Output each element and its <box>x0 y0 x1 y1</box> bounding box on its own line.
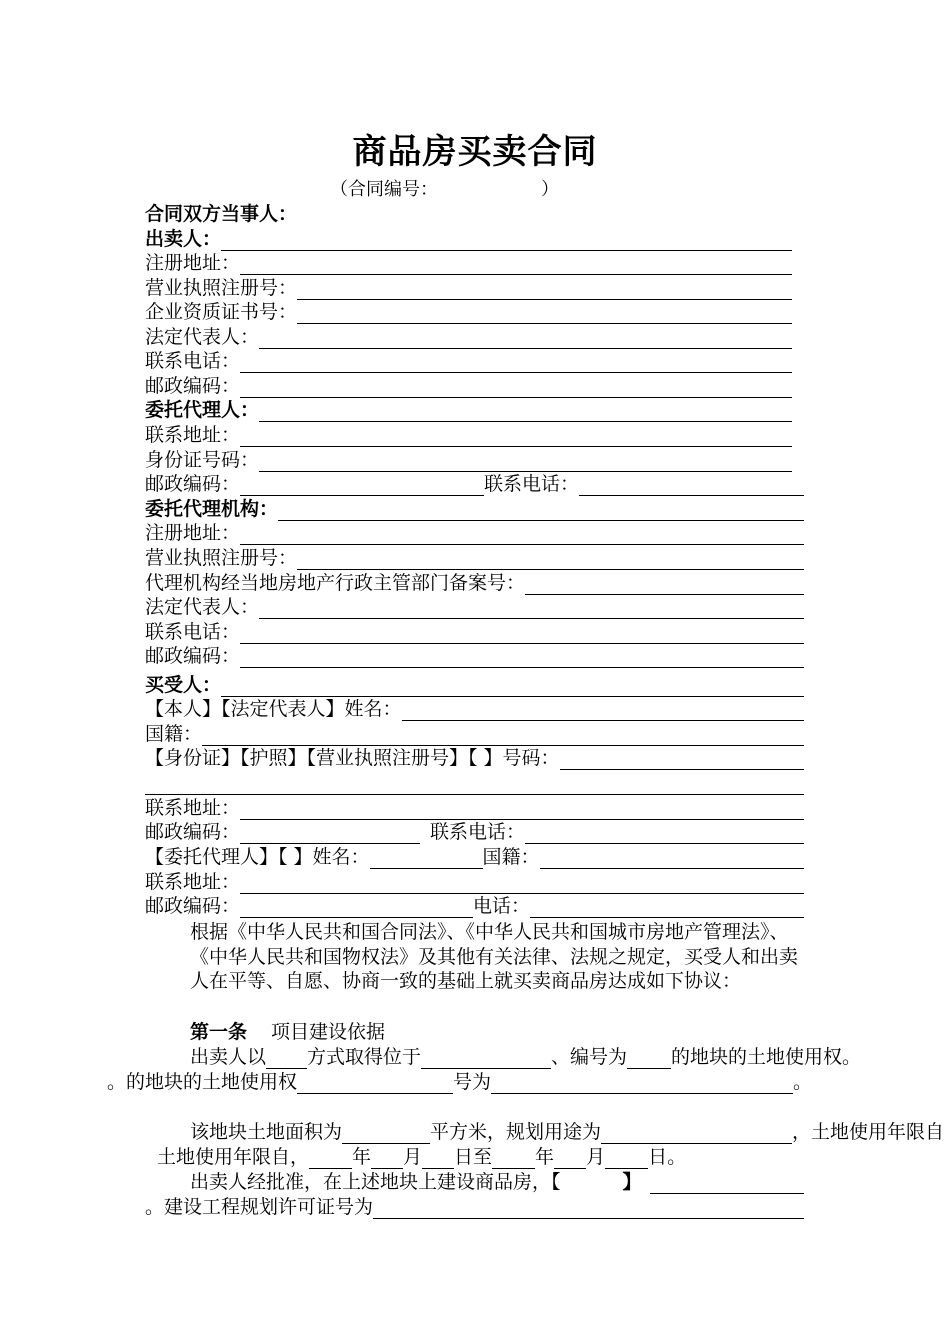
article-1-text: 】 <box>622 1171 642 1193</box>
agent-postcode-blank[interactable] <box>240 475 484 496</box>
seller-row <box>145 227 792 251</box>
buyer-id-continuation-row <box>145 771 804 795</box>
agent-label: 委托代理人： <box>145 399 260 421</box>
article-1-heading-row <box>145 1020 849 1044</box>
buyer-id-row <box>145 746 804 770</box>
buyer-agent-postcode-row <box>145 894 804 918</box>
seller-qualification-blank[interactable] <box>297 303 792 324</box>
agent-address-row <box>145 423 792 447</box>
article-1-text: 出卖人经批准，在上述地块上建设商品房，【 <box>190 1171 561 1193</box>
construction-permit-blank[interactable] <box>650 1173 804 1194</box>
planned-use-blank[interactable] <box>601 1123 792 1144</box>
seller-qualification-row <box>145 300 792 324</box>
seller-legal-rep-label: 法定代表人： <box>145 326 260 348</box>
land-location-blank[interactable] <box>421 1048 551 1069</box>
parties-heading: 合同双方当事人： <box>145 203 298 225</box>
contract-number: （合同编号： ） <box>330 179 559 200</box>
buyer-id-blank[interactable] <box>560 749 804 770</box>
agent-id-row <box>145 448 792 472</box>
buyer-agent-phone-blank[interactable] <box>530 897 804 918</box>
agency-address-row <box>145 521 804 545</box>
agent-id-blank[interactable] <box>259 451 792 472</box>
agency-postcode-label: 邮政编码： <box>145 645 241 667</box>
start-month-blank[interactable] <box>371 1148 403 1169</box>
end-day-blank[interactable] <box>605 1148 648 1169</box>
agency-row <box>145 497 804 521</box>
seller-address-label: 注册地址： <box>145 252 241 274</box>
seller-phone-row <box>145 349 792 373</box>
buyer-name-blank[interactable] <box>221 676 804 697</box>
article-1-text: 月 <box>586 1146 606 1168</box>
buyer-phone-blank[interactable] <box>525 823 804 844</box>
end-month-blank[interactable] <box>554 1148 586 1169</box>
article-1-p2-line1 <box>145 1120 945 1144</box>
agency-name-blank[interactable] <box>278 500 804 521</box>
agency-filing-blank[interactable] <box>525 574 804 595</box>
article-1-text: 。 <box>793 1071 813 1093</box>
agency-legal-rep-label: 法定代表人： <box>145 596 260 618</box>
buyer-nationality-blank[interactable] <box>202 725 804 746</box>
agency-phone-blank[interactable] <box>240 623 804 644</box>
buyer-agent-nationality-label: 国籍： <box>482 846 540 868</box>
article-1-text: 该地块土地面积为 <box>190 1121 343 1143</box>
article-1-title: 项目建设依据 <box>271 1021 386 1043</box>
seller-phone-blank[interactable] <box>240 352 792 373</box>
seller-phone-label: 联系电话： <box>145 350 241 372</box>
article-1-p2-line2 <box>145 1145 804 1169</box>
seller-qualification-label: 企业资质证书号： <box>145 301 298 323</box>
buyer-agent-address-row <box>145 870 804 894</box>
land-area-blank[interactable] <box>342 1123 430 1144</box>
agent-phone-label: 联系电话： <box>484 473 580 495</box>
start-day-blank[interactable] <box>422 1148 454 1169</box>
buyer-agent-phone-label: 电话： <box>473 895 531 917</box>
certificate-number-blank[interactable] <box>491 1073 793 1094</box>
seller-postcode-blank[interactable] <box>240 377 792 398</box>
agency-license-blank[interactable] <box>297 549 804 570</box>
buyer-person-blank[interactable] <box>402 700 804 721</box>
buyer-agent-postcode-label: 邮政编码： <box>145 895 241 917</box>
buyer-id-label: 【身份证】【护照】【营业执照注册号】【 】号码： <box>145 747 560 769</box>
buyer-nationality-label: 国籍： <box>145 723 203 745</box>
seller-license-blank[interactable] <box>297 279 792 300</box>
buyer-agent-nationality-blank[interactable] <box>540 848 804 869</box>
agency-address-blank[interactable] <box>240 524 804 545</box>
buyer-postcode-blank[interactable] <box>240 823 420 844</box>
buyer-postcode-row <box>145 820 804 844</box>
plot-number-blank[interactable] <box>627 1048 671 1069</box>
seller-address-row <box>145 251 792 275</box>
article-1-text: 年 <box>352 1146 372 1168</box>
buyer-name-row <box>145 697 804 721</box>
seller-label: 出卖人： <box>145 228 222 250</box>
agent-address-blank[interactable] <box>240 426 792 447</box>
agency-legal-rep-blank[interactable] <box>259 598 804 619</box>
agency-filing-row <box>145 571 804 595</box>
article-1-text: 月 <box>403 1146 423 1168</box>
agency-filing-label: 代理机构经当地房地产行政主管部门备案号： <box>145 572 526 594</box>
planning-permit-number-blank[interactable] <box>373 1198 804 1219</box>
article-1-p3-line1 <box>145 1170 804 1194</box>
agent-address-label: 联系地址： <box>145 424 241 446</box>
buyer-address-row <box>145 796 804 820</box>
land-certificate-blank[interactable] <box>297 1073 453 1094</box>
buyer-id-continuation-blank[interactable] <box>145 774 804 795</box>
end-year-blank[interactable] <box>492 1148 535 1169</box>
buyer-agent-name-blank[interactable] <box>370 848 483 869</box>
agency-legal-rep-row <box>145 595 804 619</box>
buyer-address-blank[interactable] <box>240 799 804 820</box>
agency-postcode-row <box>145 644 804 668</box>
buyer-row <box>145 673 804 697</box>
article-1-text: 方式取得位于 <box>307 1046 422 1068</box>
buyer-agent-postcode-blank[interactable] <box>240 897 473 918</box>
agent-phone-blank[interactable] <box>579 475 804 496</box>
agency-phone-label: 联系电话： <box>145 621 241 643</box>
preamble-paragraph: 根据《中华人民共和国合同法》、《中华人民共和国城市房地产管理法》、《中华人民共和国物权法》及其他有关法律、法规之规定，买受人和出卖人在平等、自愿、协商一致的基础上就买卖商品房达成如下协议： <box>190 921 799 992</box>
agency-label: 委托代理机构： <box>145 498 279 520</box>
article-1-text: 年 <box>535 1146 555 1168</box>
article-1-text: 平方米，规划用途为 <box>430 1121 602 1143</box>
article-1-text: ，土地使用年限自 <box>792 1121 945 1143</box>
agency-postcode-blank[interactable] <box>240 647 804 668</box>
agent-postcode-row <box>145 472 804 496</box>
agent-row <box>145 398 792 422</box>
article-1-text: 日至 <box>454 1146 493 1168</box>
buyer-postcode-label: 邮政编码： <box>145 821 241 843</box>
document-title: 商品房买卖合同 <box>352 132 598 172</box>
agency-phone-row <box>145 620 804 644</box>
buyer-agent-row <box>145 845 804 869</box>
article-1-text: 出卖人以 <box>190 1046 267 1068</box>
article-1-text: 的地块的土地使用权。 <box>106 1071 297 1093</box>
start-year-blank[interactable] <box>309 1148 352 1169</box>
seller-license-row <box>145 276 792 300</box>
buyer-agent-address-label: 联系地址： <box>145 871 241 893</box>
seller-postcode-label: 邮政编码： <box>145 375 241 397</box>
agent-id-label: 身份证号码： <box>145 449 260 471</box>
article-1-p1-line2 <box>106 1070 813 1094</box>
buyer-label: 买受人： <box>145 674 222 696</box>
buyer-name-label: 【本人】【法定代表人】姓名： <box>145 698 402 720</box>
article-1-text: 、编号为 <box>551 1046 628 1068</box>
seller-address-blank[interactable] <box>240 254 792 275</box>
agency-address-label: 注册地址： <box>145 522 241 544</box>
article-1-text: 号为 <box>453 1071 492 1093</box>
seller-name-blank[interactable] <box>221 230 792 251</box>
article-1-heading: 第一条 <box>190 1021 248 1043</box>
article-1-p1-line1 <box>145 1045 862 1069</box>
agency-license-row <box>145 546 804 570</box>
buyer-nationality-row <box>145 722 804 746</box>
seller-legal-rep-blank[interactable] <box>259 328 792 349</box>
buyer-agent-label: 【委托代理人】【 】姓名： <box>145 846 370 868</box>
agent-name-blank[interactable] <box>259 401 792 422</box>
seller-license-label: 营业执照注册号： <box>145 277 298 299</box>
buyer-agent-address-blank[interactable] <box>240 873 804 894</box>
article-1-text: 的地块的土地使用权。 <box>671 1046 862 1068</box>
seller-legal-rep-row <box>145 325 792 349</box>
article-1-p3-line2 <box>145 1195 804 1219</box>
article-1-text: ，土地使用年限自 <box>156 1146 309 1168</box>
buyer-address-label: 联系地址： <box>145 797 241 819</box>
agent-postcode-label: 邮政编码： <box>145 473 241 495</box>
buyer-phone-label: 联系电话： <box>430 821 526 843</box>
article-1-text: 日。 <box>648 1146 687 1168</box>
article-1-text: 。建设工程规划许可证号为 <box>145 1196 374 1218</box>
acquisition-method-blank[interactable] <box>266 1048 307 1069</box>
agency-license-label: 营业执照注册号： <box>145 547 298 569</box>
seller-postcode-row <box>145 374 792 398</box>
